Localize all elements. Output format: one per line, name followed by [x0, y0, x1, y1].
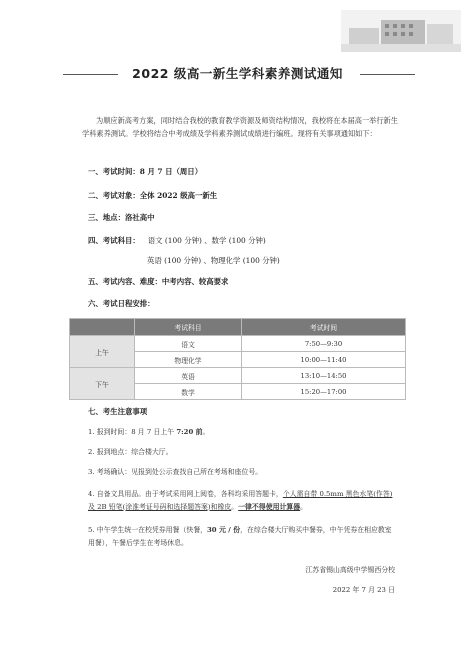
title-rule-right — [360, 74, 415, 75]
subjects-line-2: 英语 (100 分钟) 、物理化学 (100 分钟) — [147, 256, 280, 265]
item-exam-subjects: 四、考试科目： 语文 (100 分钟) 、数学 (100 分钟) — [88, 236, 266, 245]
header-subject: 考试科目 — [135, 319, 242, 336]
subject-cell: 数学 — [135, 384, 242, 400]
period-afternoon: 下午 — [70, 368, 135, 400]
table-row — [70, 368, 406, 384]
signature-org: 江苏省锡山高级中学锡西分校 — [305, 566, 395, 574]
item-exam-place: 三、地点：洛社高中 — [88, 213, 155, 222]
time-cell: 7:50—9:30 — [242, 336, 406, 352]
subjects-line-1: 语文 (100 分钟) 、数学 (100 分钟) — [147, 236, 266, 245]
item-schedule-heading: 六、考试日程安排： — [88, 299, 155, 308]
note-1: 1. 报到时间：8 月 7 日上午 7:20 前。 — [88, 428, 210, 436]
header-period — [70, 319, 135, 336]
title-row — [0, 64, 475, 84]
school-building-image — [341, 10, 461, 52]
intro-paragraph: 为顺应新高考方案，同时结合我校的教育教学资源及师资结构情况，我校将在本届高一举行新生学科素养测试。学校将结合中考成绩及学科素养测试成绩进行编班。现将有关事项通知如下： — [82, 116, 398, 138]
table-row — [70, 336, 406, 352]
note-2: 2. 报到地点：综合楼大厅。 — [88, 448, 173, 456]
subject-cell: 物理化学 — [135, 352, 242, 368]
item-exam-time: 一、考试时间：8 月 7 日（周日） — [88, 167, 203, 176]
item-exam-target: 二、考试对象：全体 2022 级高一新生 — [88, 191, 218, 200]
note-3: 3. 考场确认：见报到处公示查找自己所在考场和座位号。 — [88, 468, 263, 476]
schedule-header-row — [70, 319, 406, 336]
item-exam-content: 五、考试内容、难度：中考内容、较高要求 — [88, 277, 229, 286]
signature-date: 2022 年 7 月 23 日 — [332, 586, 395, 594]
note-4: 4. 自备文具用品。由于考试采用网上阅卷，各科均采用答题卡，个人需自带 0.5mm 黑色水笔(作答)及 2B 铅笔(涂准考证号码和选择题答案)和橡皮。一律不得使用计算器。 — [88, 490, 393, 511]
time-cell: 13:10—14:50 — [242, 368, 406, 384]
subject-cell: 英语 — [135, 368, 242, 384]
time-cell: 15:20—17:00 — [242, 384, 406, 400]
subject-cell: 语文 — [135, 336, 242, 352]
schedule-table — [69, 318, 406, 400]
notes-heading: 七、考生注意事项 — [88, 407, 148, 416]
page-title: 2022 级高一新生学科素养测试通知 — [132, 66, 343, 81]
header-time: 考试时间 — [242, 319, 406, 336]
note-5: 5. 中午学生统一在校凭券用餐（快餐，30 元 / 份，在综合楼大厅购买中餐券，中午凭券在相应教室用餐），午餐后学生在考场休息。 — [88, 526, 392, 547]
time-cell: 10:00—11:40 — [242, 352, 406, 368]
period-morning: 上午 — [70, 336, 135, 368]
